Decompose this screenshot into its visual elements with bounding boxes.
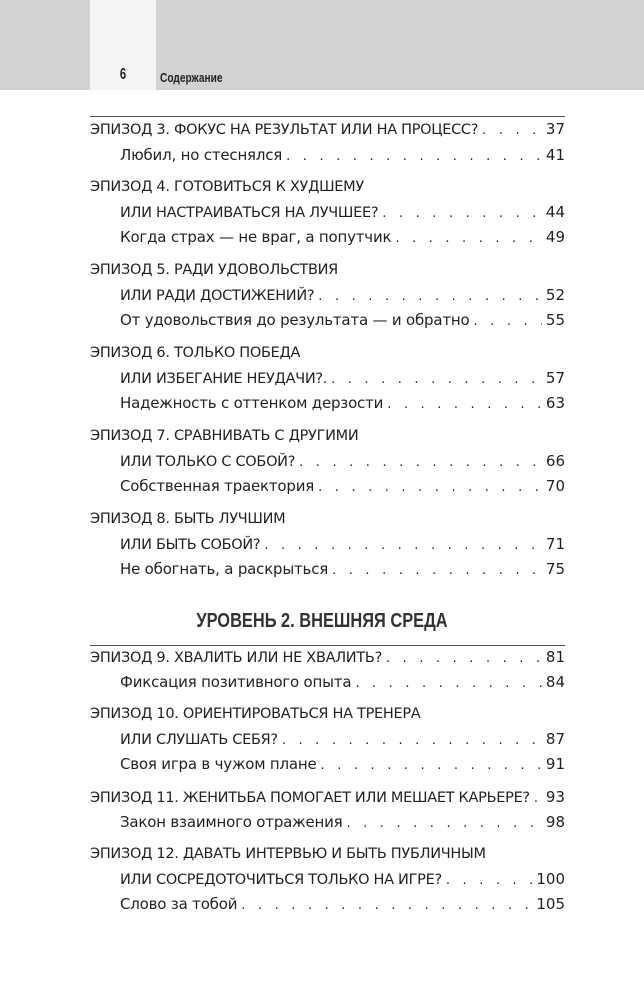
dot-leader [446, 873, 533, 888]
toc-heading-line[interactable] [90, 788, 565, 812]
toc-page-number: 100 [536, 870, 565, 888]
toc-heading-line[interactable] [90, 535, 565, 559]
toc-subentry-line[interactable] [90, 560, 565, 584]
dot-leader [318, 289, 542, 304]
toc-page-number: 37 [545, 120, 565, 138]
dot-leader [534, 791, 542, 806]
toc-subentry-line[interactable] [90, 755, 565, 779]
toc-heading-text: ЭПИЗОД 6. ТОЛЬКО ПОБЕДА [90, 345, 301, 361]
dot-leader [382, 206, 542, 221]
toc-heading-line[interactable] [90, 648, 565, 672]
toc-heading-line[interactable] [90, 846, 565, 870]
toc-subentry-text: Закон взаимного отражения [120, 813, 343, 831]
toc-subentry-line[interactable] [90, 813, 565, 837]
level-2-title: УРОВЕНЬ 2. ВНЕШНЯЯ СРЕДА [196, 610, 448, 632]
toc-heading-text: ЭПИЗОД 4. ГОТОВИТЬСЯ К ХУДШЕМУ [90, 179, 364, 195]
toc-heading-line[interactable] [90, 262, 565, 286]
toc-subentry-line[interactable] [90, 895, 565, 919]
toc-page-number: 57 [545, 369, 565, 387]
toc-heading-line[interactable] [90, 730, 565, 754]
toc-subentry-text: Не обогнать, а раскрыться [120, 560, 329, 578]
dot-leader [386, 651, 542, 666]
toc-page-number: 55 [545, 311, 565, 329]
toc-page-number: 105 [536, 895, 565, 913]
toc-subentry-text: Собственная траектория [120, 477, 315, 495]
toc-heading-line[interactable] [90, 706, 565, 730]
toc-heading-line[interactable] [90, 369, 565, 393]
toc-heading-line[interactable] [90, 511, 565, 535]
toc-heading-text: ЭПИЗОД 9. ХВАЛИТЬ ИЛИ НЕ ХВАЛИТЬ? [90, 650, 382, 666]
toc-heading-line[interactable] [90, 179, 565, 203]
toc-subentry-text: Своя игра в чужом плане [120, 755, 317, 773]
toc-page-number: 63 [545, 394, 565, 412]
toc-page-number: 70 [545, 477, 565, 495]
dot-leader [482, 123, 542, 138]
toc-heading-text: ЭПИЗОД 10. ОРИЕНТИРОВАТЬСЯ НА ТРЕНЕРА [90, 706, 421, 722]
toc-subentry-text: Фиксация позитивного опыта [120, 673, 352, 691]
dot-leader [264, 538, 542, 553]
toc-heading-text: ИЛИ РАДИ ДОСТИЖЕНИЙ? [120, 288, 315, 304]
dot-leader [395, 231, 542, 246]
dot-leader [299, 455, 542, 470]
dot-leader [282, 733, 542, 748]
toc-subentry-text: Когда страх — не враг, а попутчик [120, 228, 392, 246]
toc-heading-line[interactable] [90, 345, 565, 369]
dot-leader [286, 149, 542, 164]
dot-leader [346, 816, 541, 831]
divider [90, 645, 565, 646]
dot-leader [355, 676, 542, 691]
toc-subentry-text: Надежность с оттенком дерзости [120, 394, 384, 412]
toc-heading-text: ЭПИЗОД 3. ФОКУС НА РЕЗУЛЬТАТ ИЛИ НА ПРОЦЕСС? [90, 122, 479, 138]
toc-page-number: 52 [545, 286, 565, 304]
toc-page-number: 75 [545, 560, 565, 578]
divider [90, 116, 565, 117]
toc-page-number: 49 [545, 228, 565, 246]
toc-subentry-text: От удовольствия до результата — и обратно [120, 311, 470, 329]
toc-page-number: 91 [545, 755, 565, 773]
toc-page-number: 81 [545, 648, 565, 666]
dot-leader [387, 397, 542, 412]
toc-page-number: 41 [545, 146, 565, 164]
toc-subentry-line[interactable] [90, 228, 565, 252]
toc-page-number: 71 [545, 535, 565, 553]
toc-heading-text: ИЛИ БЫТЬ СОБОЙ? [120, 537, 261, 553]
toc-subentry-line[interactable] [90, 146, 565, 170]
toc-subentry-text: Любил, но стеснялся [120, 146, 283, 164]
toc-page-number: 66 [545, 452, 565, 470]
toc-subentry-line[interactable] [90, 311, 565, 335]
toc-subentry-line[interactable] [90, 477, 565, 501]
dot-leader [321, 758, 542, 773]
toc-page-number: 87 [545, 730, 565, 748]
toc-heading-text: ИЛИ ИЗБЕГАНИЕ НЕУДАЧИ?. [120, 371, 328, 387]
toc-subentry-text: Слово за тобой [120, 895, 238, 913]
toc-page-number: 93 [545, 788, 565, 806]
page-number: 6 [119, 66, 127, 83]
toc-heading-line[interactable] [90, 870, 565, 894]
dot-leader [241, 898, 532, 913]
toc-page-number: 84 [545, 673, 565, 691]
toc-heading-text: ИЛИ ТОЛЬКО С СОБОЙ? [120, 454, 296, 470]
toc-heading-text: ЭПИЗОД 5. РАДИ УДОВОЛЬСТВИЯ [90, 262, 338, 278]
running-head-title: Содержание [160, 70, 223, 85]
toc-heading-text: ЭПИЗОД 12. ДАВАТЬ ИНТЕРВЬЮ И БЫТЬ ПУБЛИЧНЫМ [90, 846, 486, 862]
dot-leader [332, 563, 542, 578]
toc-subentry-line[interactable] [90, 673, 565, 697]
toc-heading-text: ИЛИ СОСРЕДОТОЧИТЬСЯ ТОЛЬКО НА ИГРЕ? [120, 872, 442, 888]
toc-heading-text: ЭПИЗОД 8. БЫТЬ ЛУЧШИМ [90, 511, 286, 527]
toc-subentry-line[interactable] [90, 394, 565, 418]
toc-heading-text: ИЛИ НАСТРАИВАТЬСЯ НА ЛУЧШЕЕ? [120, 205, 379, 221]
toc-page-number: 44 [545, 203, 565, 221]
toc-heading-line[interactable] [90, 286, 565, 310]
toc-heading-text: ЭПИЗОД 11. ЖЕНИТЬБА ПОМОГАЕТ ИЛИ МЕШАЕТ КАРЬЕРЕ? [90, 790, 530, 806]
toc-heading-text: ЭПИЗОД 7. СРАВНИВАТЬ С ДРУГИМИ [90, 428, 359, 444]
toc-heading-line[interactable] [90, 428, 565, 452]
toc-heading-line[interactable] [90, 452, 565, 476]
toc-heading-line[interactable] [90, 120, 565, 144]
toc-page-number: 98 [545, 813, 565, 831]
dot-leader [473, 314, 541, 329]
dot-leader [331, 372, 542, 387]
dot-leader [318, 480, 542, 495]
toc-heading-text: ИЛИ СЛУШАТЬ СЕБЯ? [120, 732, 278, 748]
toc-heading-line[interactable] [90, 203, 565, 227]
